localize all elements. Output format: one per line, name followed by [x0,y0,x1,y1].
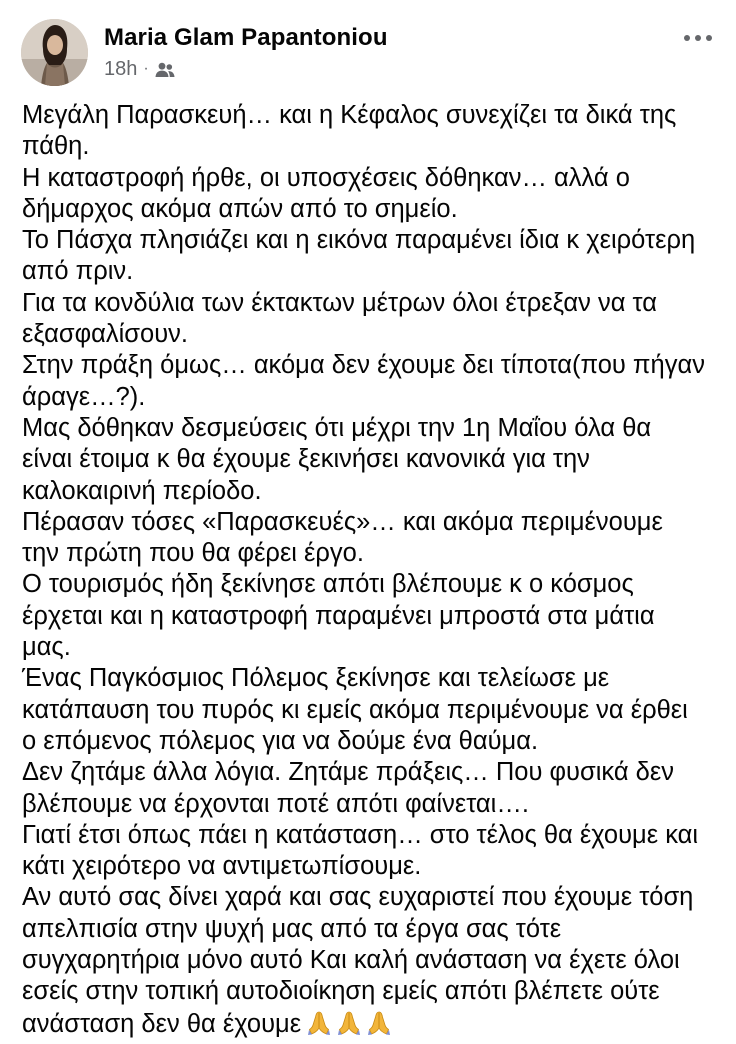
post-line: κατάπαυση του πυρός κι εμείς ακόμα περιμένουμε να έρθει [22,695,688,724]
folded-hands-emoji-icon [335,1008,363,1036]
avatar-photo [21,19,88,86]
post-line: Η καταστροφή ήρθε, οι υποσχέσεις δόθηκαν… αλλά ο [22,163,630,192]
emoji-group [305,1008,395,1044]
post-line: πάθη. [22,132,90,161]
post-line-last [22,1008,727,1044]
post-line: Πέρασαν τόσες «Παρασκευές»… και ακόμα περιμένουμε [22,507,663,536]
folded-hands-emoji-icon [365,1008,393,1036]
post-timestamp[interactable]: 18h [104,57,138,80]
post-line: καλοκαιρινή περίοδο. [22,476,262,505]
post-line-last-text: ανάσταση δεν θα έχουμε [22,1009,302,1038]
post-line: από πριν. [22,257,134,286]
friends-icon[interactable] [155,61,175,77]
post-line: άραγε…?). [22,382,146,411]
post-line: Για τα κονδύλια των έκτακτων μέτρων όλοι έτρεξαν να τα [22,288,657,317]
post-line: συγχαρητήρια μόνο αυτό Και καλή ανάσταση να έχετε όλοι [22,946,680,975]
post-line: ο επόμενος πόλεμος για να δούμε ένα θαύμα. [22,726,539,755]
post-line: μας. [22,633,71,662]
post-line: Ένας Παγκόσμιος Πόλεμος ξεκίνησε και τελείωσε με [22,664,610,693]
more-horizontal-icon [683,34,713,42]
folded-hands-emoji-icon [305,1008,333,1036]
post-line: Αν αυτό σας δίνει χαρά και σας ευχαριστεί που έχουμε τόση [22,883,694,912]
meta-separator: · [143,60,149,77]
post-line: βλέπουμε να έρχονται ποτέ απότι φαίνεται…. [22,789,529,818]
post-line: Γιατί έτσι όπως πάει η κατάσταση… στο τέλος θα έχουμε και [22,820,699,849]
author-name[interactable]: Maria Glam Papantoniou [104,24,388,51]
post-line: Δεν ζητάμε άλλα λόγια. Ζητάμε πράξεις… Που φυσικά δεν [22,758,674,787]
post-line: είναι έτοιμα κ θα έχουμε ξεκινήσει κανονικά για την [22,445,590,474]
post-line: απελπισία στην ψυχή μας από τα έργα σας τότε [22,914,562,943]
post-meta [104,58,175,80]
post-line: Μας δόθηκαν δεσμεύσεις ότι μέχρι την 1η Μαΐου όλα θα [22,413,652,442]
post-line: την πρώτη που θα φέρει έργο. [22,539,364,568]
post-line: Ο τουρισμός ήδη ξεκίνησε απότι βλέπουμε κ ο κόσμος [22,570,634,599]
post-line: δήμαρχος ακόμα απών από το σημείο. [22,194,458,223]
more-options-button[interactable] [680,26,716,50]
post-header [0,0,736,96]
post-line: κάτι χειρότερο να αντιμετωπίσουμε. [22,852,422,881]
post-line: έρχεται και η καταστροφή παραμένει μπροστά στα μάτια [22,601,655,630]
post-line: εξασφαλίσουν. [22,320,188,349]
post-line: εσείς στην τοπική αυτοδιοίκηση εμείς απότι βλέπετε ούτε [22,977,660,1006]
post-line: Το Πάσχα πλησιάζει και η εικόνα παραμένει ίδια κ χειρότερη [22,226,696,255]
post-line: Στην πράξη όμως… ακόμα δεν έχουμε δει τίποτα(που πήγαν [22,351,705,380]
post-line: Μεγάλη Παρασκευή… και η Κέφαλος συνεχίζει τα δικά της [22,101,677,129]
post-text [22,100,727,1044]
avatar[interactable] [21,19,88,86]
